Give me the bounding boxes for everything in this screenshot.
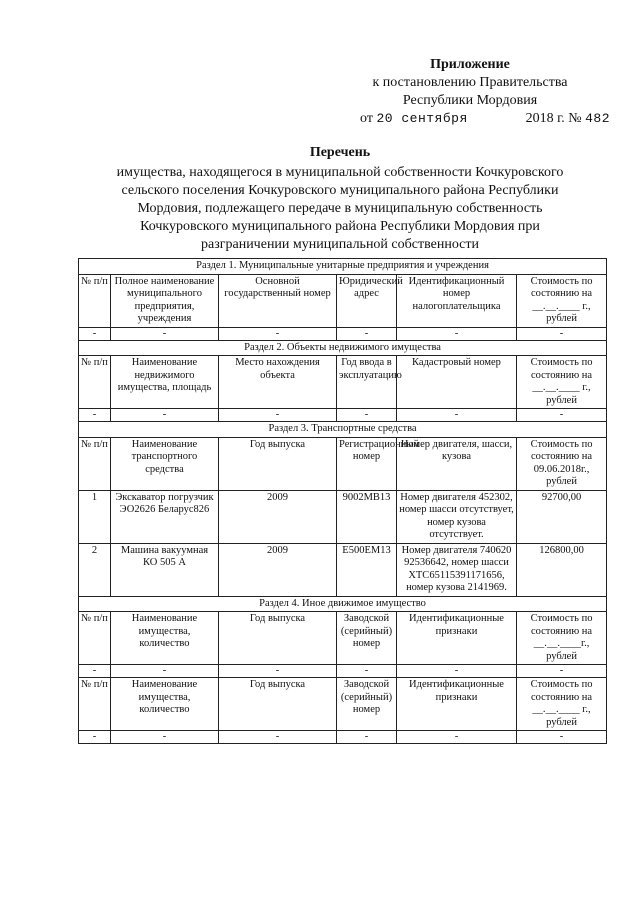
table-cell: 1	[79, 490, 111, 543]
column-header: Регистрационный номер	[337, 437, 397, 490]
table-cell: -	[219, 409, 337, 422]
column-header: Место нахождения объекта	[219, 356, 337, 409]
table-cell: -	[517, 731, 607, 744]
table-cell: -	[79, 731, 111, 744]
column-header: Заводской (серийный) номер	[337, 612, 397, 665]
table-row	[79, 490, 607, 543]
column-header: Наименование имущества, количество	[111, 612, 219, 665]
table-cell: Номер двигателя 452302, номер шасси отсутствует, номер кузова отсутствует.	[397, 490, 517, 543]
table-row	[79, 731, 607, 744]
column-header: Стоимость по состоянию на 09.06.2018г., рублей	[517, 437, 607, 490]
document-title-block	[70, 144, 610, 254]
table-header-row	[79, 678, 607, 731]
column-header: № п/п	[79, 612, 111, 665]
column-header: № п/п	[79, 274, 111, 327]
appendix-title: Приложение	[430, 57, 510, 72]
column-header: Идентификационный номер налогоплательщика	[397, 274, 517, 327]
table-cell: 9002МВ13	[337, 490, 397, 543]
section-4-title: Раздел 4. Иное движимое имущество	[79, 596, 607, 612]
table-cell: 126800,00	[517, 543, 607, 596]
appendix-line-1: к постановлению Правительства	[372, 75, 568, 90]
appendix-line-2: Республики Мордовия	[402, 93, 538, 108]
table-row	[79, 409, 607, 422]
table-header-row	[79, 274, 607, 327]
table-cell: -	[337, 665, 397, 678]
appendix-date-line	[330, 110, 610, 128]
table-cell: 2	[79, 543, 111, 596]
column-header: Юридический адрес	[337, 274, 397, 327]
table-header-row	[79, 356, 607, 409]
table-cell: -	[397, 665, 517, 678]
table-cell: -	[219, 327, 337, 340]
table-cell: -	[79, 665, 111, 678]
column-header: № п/п	[79, 437, 111, 490]
table-cell: -	[219, 665, 337, 678]
title-line: Мордовия, подлежащего передаче в муниципальную собственность	[137, 201, 543, 216]
number-handwritten: 482	[585, 111, 610, 126]
appendix-header	[330, 56, 610, 128]
table-cell: -	[219, 731, 337, 744]
table-cell: Машина вакуумная КО 505 А	[111, 543, 219, 596]
column-header: Стоимость по состоянию на __.__.____ г., рублей	[517, 356, 607, 409]
table-cell: -	[397, 327, 517, 340]
column-header: № п/п	[79, 678, 111, 731]
table-cell: -	[337, 731, 397, 744]
table-cell: 2009	[219, 490, 337, 543]
table-cell: 2009	[219, 543, 337, 596]
section-3-title: Раздел 3. Транспортные средства	[79, 422, 607, 438]
section-1-title: Раздел 1. Муниципальные унитарные предприятия и учреждения	[79, 259, 607, 275]
date-handwritten: 20 сентября	[376, 111, 468, 126]
column-header: Год выпуска	[219, 612, 337, 665]
table-row	[79, 327, 607, 340]
table-row	[79, 543, 607, 596]
table-cell: -	[397, 731, 517, 744]
table-cell: -	[111, 409, 219, 422]
table-cell: -	[111, 731, 219, 744]
column-header: Год выпуска	[219, 678, 337, 731]
title-line: разграничении муниципальной собственности	[201, 237, 479, 252]
document-title: Перечень	[309, 145, 371, 160]
table-cell: Экскаватор погрузчик ЭО2626 Беларус826	[111, 490, 219, 543]
date-prefix: от	[360, 111, 373, 126]
column-header: Идентификационные признаки	[397, 678, 517, 731]
column-header: Идентификационные признаки	[397, 612, 517, 665]
column-header: Стоимость по состоянию на __.__.____ г., рублей	[517, 274, 607, 327]
column-header: Год выпуска	[219, 437, 337, 490]
table-cell: -	[517, 327, 607, 340]
column-header: Основной государственный номер	[219, 274, 337, 327]
table-cell: Номер двигателя 740620 92536642, номер шасси ХТС65115391171656, номер кузова 2141969.	[397, 543, 517, 596]
column-header: Кадастровый номер	[397, 356, 517, 409]
table-row	[79, 665, 607, 678]
table-cell: -	[111, 665, 219, 678]
column-header: Наименование транспортного средства	[111, 437, 219, 490]
title-line: имущества, находящегося в муниципальной собственности Кочкуровского	[116, 165, 564, 180]
column-header: Номер двигателя, шасси, кузова	[397, 437, 517, 490]
column-header: Полное наименование муниципального предприятия, учреждения	[111, 274, 219, 327]
column-header: Стоимость по состоянию на __.__.____ г., рублей	[517, 678, 607, 731]
table-cell: -	[111, 327, 219, 340]
column-header: Наименование имущества, количество	[111, 678, 219, 731]
property-table	[78, 258, 607, 744]
title-line: Кочкуровского муниципального района Республики Мордовия при	[140, 219, 540, 234]
table-header-row	[79, 612, 607, 665]
table-cell: -	[517, 409, 607, 422]
table-cell: -	[79, 409, 111, 422]
table-cell: -	[517, 665, 607, 678]
table-cell: Е500ЕМ13	[337, 543, 397, 596]
table-cell: -	[397, 409, 517, 422]
table-header-row	[79, 437, 607, 490]
table-cell: -	[337, 409, 397, 422]
date-suffix: 2018 г. №	[525, 111, 582, 126]
section-2-title: Раздел 2. Объекты недвижимого имущества	[79, 340, 607, 356]
table-cell: -	[79, 327, 111, 340]
table-cell: -	[337, 327, 397, 340]
column-header: № п/п	[79, 356, 111, 409]
column-header: Стоимость по состоянию на __.__.____г., рублей	[517, 612, 607, 665]
title-line: сельского поселения Кочкуровского муниципального района Республики	[121, 183, 559, 198]
column-header: Наименование недвижимого имущества, площадь	[111, 356, 219, 409]
column-header: Заводской (серийный) номер	[337, 678, 397, 731]
column-header: Год ввода в эксплуатацию	[337, 356, 397, 409]
table-cell: 92700,00	[517, 490, 607, 543]
